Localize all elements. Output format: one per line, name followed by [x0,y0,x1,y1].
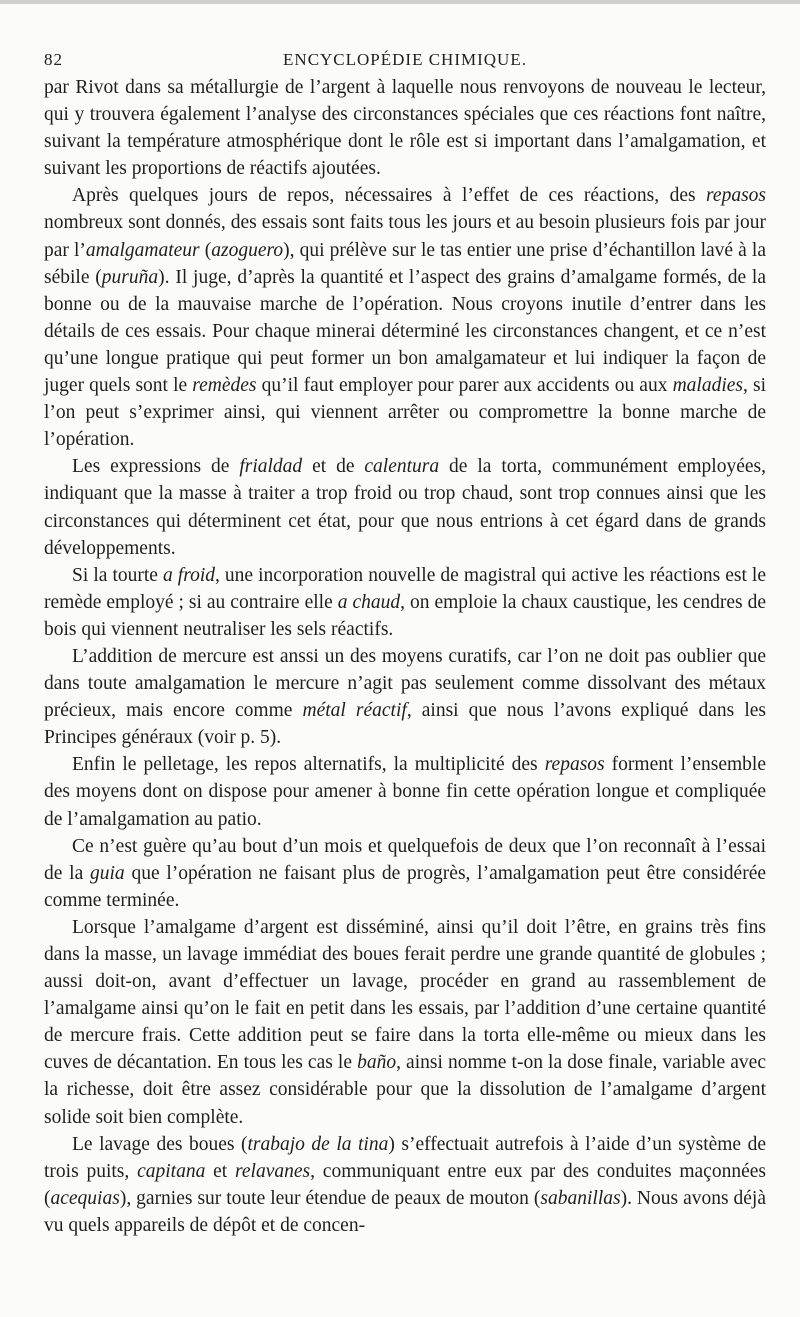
italic-term: repasos [706,185,766,207]
text-run: Les expressions de [72,456,240,478]
italic-term: sabanillas [540,1187,621,1209]
text-run: Après quelques jours de repos, nécessaires à l’effet de ces réactions, des [72,185,707,207]
paragraph [44,751,766,832]
text-run: Enfin le pelletage, les repos alternatifs, la multiplicité des [72,754,545,776]
text-run: Lorsque l’amalgame d’argent est disséminé, ainsi qu’il doit l’être, en grains très fins dans la masse, un lavage immédiat des boues ferait perdre une grande quantité de globules ; aussi doit-on, avant d’effectuer un lavage, procéder en grand au rassemblement de l’amalgame ainsi qu’on le fait en petit dans les essais, par l’addition d’une certaine quantité de mercure frais. Cette addition peut se faire dans la torta elle-même ou mieux dans les cuves de décantation. En tous les cas le [44,916,766,1074]
text-run: , si l’on peut s’exprimer ainsi, qui viennent arrêter ou compromettre la bonne marche de l’opération. [44,375,766,451]
body-text [44,74,766,1239]
text-run: ). Nous avons déjà vu quels appareils de dépôt et de concen- [44,1187,767,1236]
text-run: et [205,1160,236,1182]
paragraph [44,833,766,914]
text-run: ) s’effectuait autrefois à l’aide d’un système de trois puits, [44,1133,767,1182]
paragraph [44,643,766,751]
italic-term: baño [357,1052,397,1074]
italic-term: maladies [672,375,743,397]
text-run: que l’opération ne faisant plus de progrès, l’amalgamation peut être considérée comme terminée. [44,862,766,911]
page-header [44,44,766,74]
italic-term: a froid [162,564,215,586]
text-run: , communiquant entre eux par des conduites maçonnées ( [44,1160,766,1209]
italic-term: repasos [544,754,605,776]
text-run: et de [302,456,365,478]
italic-term: acequias [50,1187,120,1209]
paragraph [44,562,766,643]
paragraph [44,914,766,1131]
italic-term: relavanes [235,1160,311,1182]
italic-term: azoguero [211,239,284,261]
italic-term: a chaud [337,591,401,613]
text-run: nombreux sont donnés, des essais sont faits tous les jours et au besoin plusieurs fois par jour par l’ [44,212,766,261]
italic-term: puruña [101,266,159,288]
paragraph [44,453,766,561]
text-run: , ainsi que nous l’avons expliqué dans les Principes généraux (voir p. 5). [44,700,767,749]
paragraph [44,182,766,453]
text-run: L’addition de mercure est anssi un des moyens curatifs, car l’on ne doit pas oublier que dans toute amalgamation le mercure n’agit pas seulement comme dissolvant des métaux précieux, mais encore comme [44,645,766,722]
text-run: ), qui prélève sur le tas entier une prise d’échantillon lavé à la sébile ( [44,239,766,288]
paragraph [44,1131,766,1239]
italic-term: métal réactif [302,700,407,722]
text-run: ), garnies sur toute leur étendue de peaux de mouton ( [119,1187,541,1209]
text-run: , ainsi nomme t-on la dose finale, variable avec la richesse, doit être assez considérable pour que la dissolution de l’amalgame d’argent solide soit bien complète. [44,1052,766,1128]
italic-term: trabajo de la tina [247,1133,389,1155]
text-run: qu’il faut employer pour parer aux accidents ou aux [256,375,673,397]
paragraph [44,74,766,182]
text-run: de la torta, communément employées, indiquant que la masse à traiter a trop froid ou trop chaud, sont trop connues ainsi que les circonstances qui déterminent cet état, pour que nous entrions à cet égard dans de grands développements. [44,456,766,559]
text-run: Si la tourte [72,564,163,586]
italic-term: calentura [364,456,440,478]
text-run: , on emploie la chaux caustique, les cendres de bois qui viennent neutraliser les sels réactifs. [44,591,766,640]
text-run: forment l’ensemble des moyens dont on dispose pour amener à bonne fin cette opération longue et compliquée de l’amalgamation au patio. [44,754,766,830]
italic-term: guia [90,862,125,884]
page-number: 82 [44,50,63,69]
italic-term: frialdad [239,456,303,478]
text-run: , une incorporation nouvelle de magistral qui active les réactions est le remède employé ; si au contraire elle [44,564,767,613]
text-run: Le lavage des boues ( [72,1133,248,1155]
italic-term: amalgamateur [85,239,200,261]
text-run: par Rivot dans sa métallurgie de l’argent à laquelle nous renvoyons de nouveau le lecteur, qui y trouvera également l’analyse des circonstances spéciales que ces réactions font naître, suivant la température atmosphérique dont le rôle est si important dans l’amalgamation, et suivant les proportions de réactifs ajoutées. [44,77,766,180]
italic-term: remèdes [192,375,257,397]
running-head: ENCYCLOPÉDIE CHIMIQUE. [283,50,527,69]
text-run: ). Il juge, d’après la quantité et l’aspect des grains d’amalgame formés, de la bonne ou de la mauvaise marche de l’opération. Nous croyons inutile d’entrer dans les détails de ces essais. Pour chaque minerai déterminé les circonstances changent, et ce n’est qu’une longue pratique qui peut former un bon amalgamateur et lui indiquer la façon de juger quels sont le [44,266,766,397]
text-run: Ce n’est guère qu’au bout d’un mois et quelquefois de deux que l’on reconnaît à l’essai de la [44,835,766,884]
italic-term: capitana [137,1160,206,1182]
page-top-edge [0,0,800,4]
text-run: ( [199,239,212,261]
